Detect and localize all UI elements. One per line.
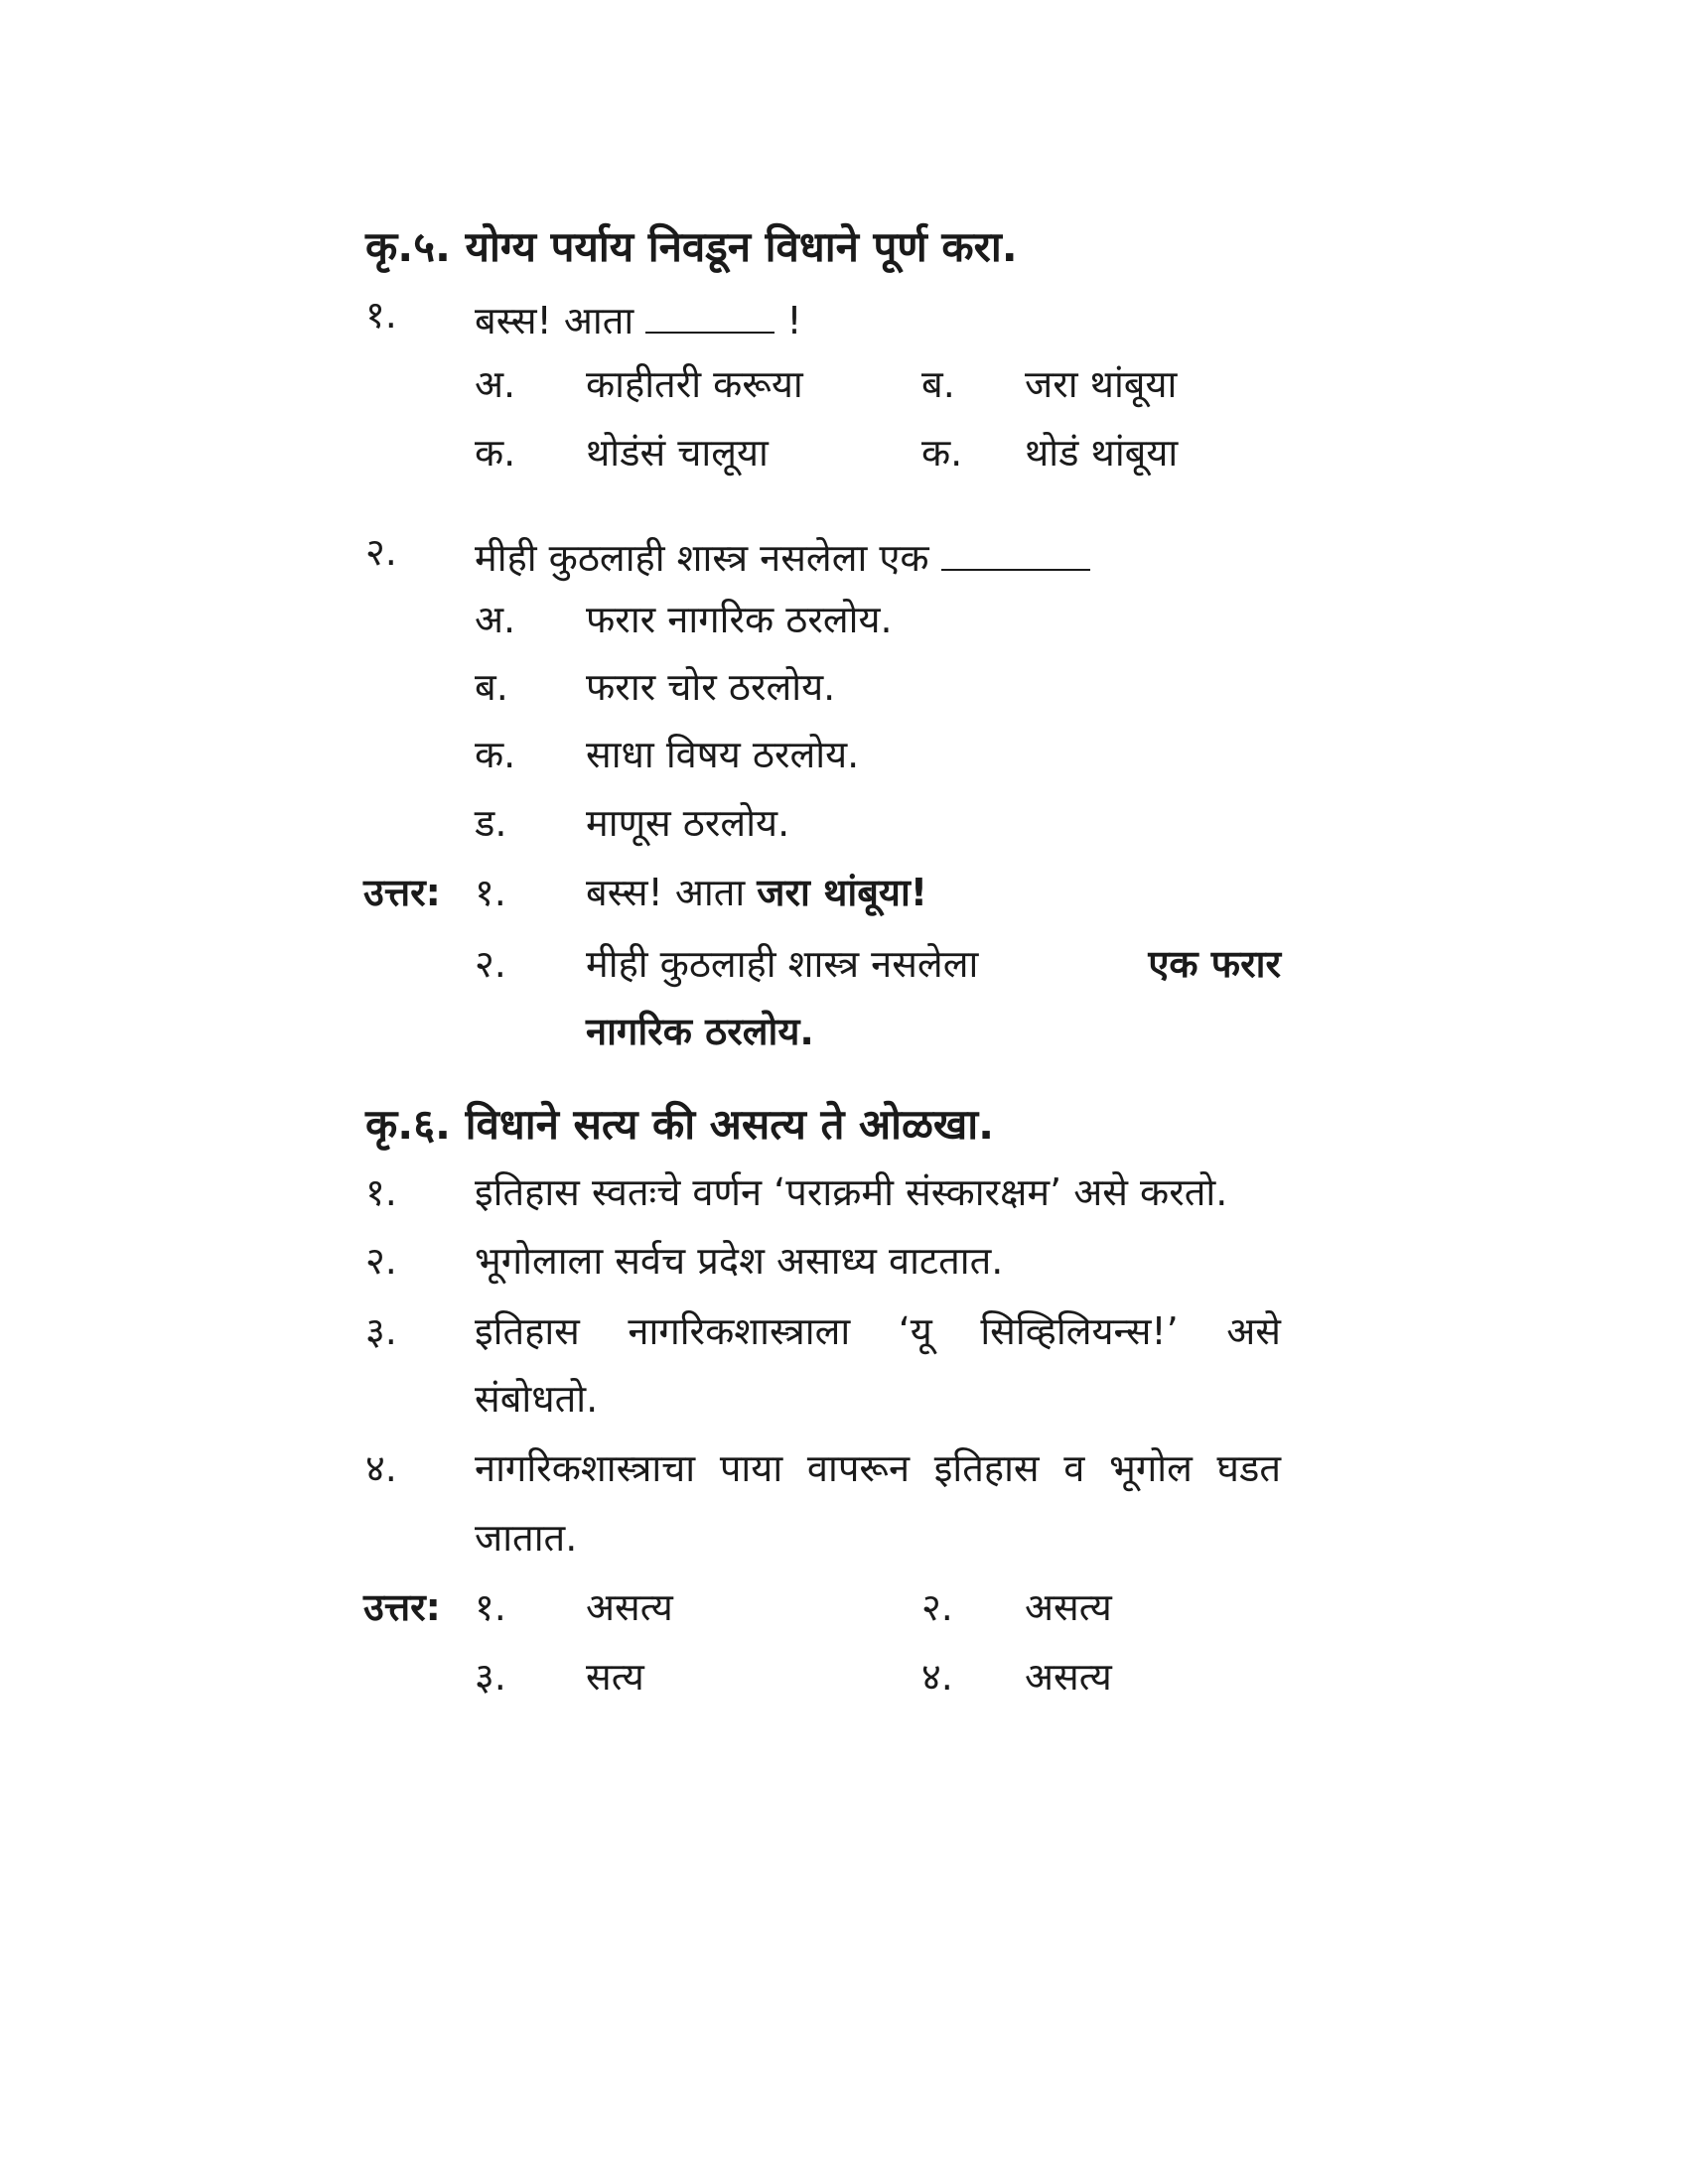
q5-item1-opt-c-text: थोडंसं चालूया — [586, 431, 769, 475]
q5-item2-opt-a-text: फरार नागरिक ठरलोय. — [586, 598, 893, 641]
q6-item1-num: १. — [365, 1170, 397, 1214]
q5-item2-opt-c-text: साधा विषय ठरलोय. — [586, 733, 860, 776]
q5-answer1-plain: बस्स! आता — [586, 871, 746, 914]
q5-heading: कृ.५. योग्य पर्याय निवडून विधाने पूर्ण करा. — [365, 222, 1018, 271]
q6-answer1-text: असत्य — [586, 1585, 673, 1629]
q6-answer3-text: सत्य — [586, 1655, 644, 1699]
q5-answer1-text — [586, 871, 928, 914]
q5-item1-opt-c-label: क. — [475, 431, 516, 475]
q5-item2-opt-c-label: क. — [475, 733, 516, 776]
q6-item3-line2: संबोधतो. — [475, 1377, 599, 1421]
q6-item4-line1: नागरिकशास्त्राचा पाया वापरून इतिहास व भूगोल घडत — [475, 1446, 1281, 1490]
q6-heading: कृ.६. विधाने सत्य की असत्य ते ओळखा. — [365, 1100, 995, 1149]
q5-item2-num: २. — [365, 530, 397, 574]
q6-item4-line2: जातात. — [475, 1516, 578, 1560]
q6-item2-num: २. — [365, 1239, 397, 1283]
q5-answer2-num: २. — [475, 942, 506, 986]
q5-item2-opt-d-text: माणूस ठरलोय. — [586, 801, 790, 845]
q5-answer-label: उत्तर: — [363, 871, 441, 914]
q6-item3-line1: इतिहास नागरिकशास्त्राला ‘यू सिव्हिलियन्स!’ असे — [475, 1309, 1281, 1353]
q6-item4-num: ४. — [365, 1446, 397, 1490]
q5-item1-opt-b-text: जरा थांबूया — [1025, 362, 1178, 406]
q5-item2-prefix: मीही कुठलाही शास्त्र नसलेला एक — [475, 536, 929, 580]
q5-answer1-num: १. — [475, 871, 506, 914]
q5-item2-opt-b-text: फरार चोर ठरलोय. — [586, 665, 836, 709]
q5-item2-blank — [941, 533, 1090, 571]
q5-item1-prefix: बस्स! आता — [475, 299, 634, 342]
q6-answer2-text: असत्य — [1025, 1585, 1112, 1629]
q6-item1-text: इतिहास स्वतःचे वर्णन ‘पराक्रमी संस्कारक्षम’ असे करतो. — [475, 1170, 1228, 1214]
q6-answer3-num: ३. — [475, 1655, 506, 1699]
q6-item2-text: भूगोलाला सर्वच प्रदेश असाध्य वाटतात. — [475, 1239, 1004, 1283]
q5-answer1-bold: जरा थांबूया! — [757, 871, 928, 914]
q5-answer2-bold: एक फरार — [1148, 942, 1281, 986]
q5-item1-opt-d-text: थोडं थांबूया — [1025, 431, 1179, 475]
q6-answer-label: उत्तर: — [363, 1585, 441, 1629]
q5-item1-opt-a-text: काहीतरी करूया — [586, 362, 803, 406]
q5-answer2-line2: नागरिक ठरलोय. — [586, 1010, 814, 1053]
q5-item1-num: १. — [365, 293, 397, 337]
q5-item2-opt-a-label: अ. — [475, 598, 516, 641]
q6-answer2-num: २. — [921, 1585, 953, 1629]
q5-item1-blank — [645, 296, 774, 334]
q6-answer4-num: ४. — [921, 1655, 953, 1699]
q5-answer2-line1 — [586, 942, 1281, 986]
q5-item1-stem — [475, 296, 802, 340]
q5-item2-opt-d-label: ड. — [475, 801, 507, 845]
q6-item3-num: ३. — [365, 1309, 397, 1353]
q5-item2-opt-b-label: ब. — [475, 665, 508, 709]
q5-item1-opt-d-label: क. — [921, 431, 963, 475]
q5-item2-stem — [475, 533, 1090, 580]
q5-item1-suffix: ! — [786, 299, 802, 342]
q6-answer1-num: १. — [475, 1585, 506, 1629]
q5-item1-opt-a-label: अ. — [475, 362, 516, 406]
q5-answer2-plain: मीही कुठलाही शास्त्र नसलेला — [586, 942, 979, 986]
q6-answer4-text: असत्य — [1025, 1655, 1112, 1699]
q5-item1-opt-b-label: ब. — [921, 362, 955, 406]
